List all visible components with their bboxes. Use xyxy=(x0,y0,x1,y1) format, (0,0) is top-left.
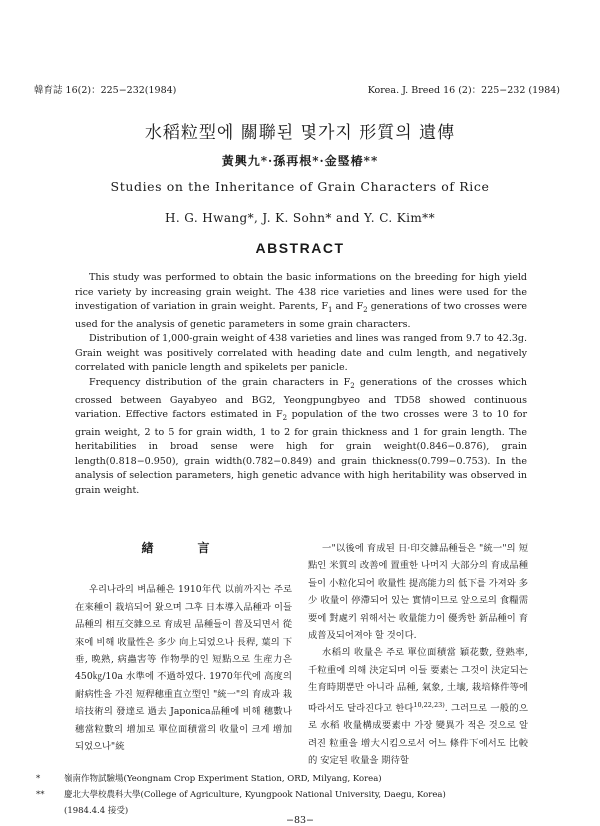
abstract-paragraph-2: Distribution of 1,000-grain weight of 438 varieties and lines was ranged from 9.7 to 42.3g. Grain weight was positively correlated with heading date and culm length, and negatively correlated with panicle length and spikelets per panicle. xyxy=(75,333,527,374)
abstract-paragraph-3: Frequency distribution of the grain characters in $F_2$ generations of the crosses which crossed between Gayabyeo and BG2, Yeongpungbyeo and TD58 showed continuous variation. Effective factors estimated in $F_2$ population of the two crosses were 3 to 10 for grain weight, 2 to 5 for grain width, 1 to 2 for grain thickness and 1 for grain length. The heritabilities in broad sense were high for grain weight(0.846−0.876), grain length(0.818−0.950), grain width(0.782−0.849) and grain thickness(0.799−0.753). In the analysis of selection parameters, high genetic advance with high heritability was observed in grain weight. xyxy=(75,377,528,496)
introduction-heading: 緖 言 xyxy=(141,541,226,555)
title-korean: 水稻粒型에 關聯된 몇가지 形質의 遺傳 xyxy=(144,123,456,143)
received-date: (1984.4.4 接受) xyxy=(64,806,129,816)
authors-korean: 黃興九*·孫再根*·金𤦼椿** xyxy=(221,154,379,168)
intro-paragraph-2: 一"以後에 育成된 日·印交雜品種들은 "統一"의 短點인 米質의 改善에 置重한 나머지 大部分의 育成品種들이 小粒化되어 收量性 提高能力의 低下를 가져와 多少 收量이 停滯되어 있는 實情이므로 앞으로의 食糧需要에 對處키 위해서는 收量能力이 優秀한 新品種이 育成普及되어져야 할 것이다. xyxy=(308,543,528,642)
title-english: Studies on the Inheritance of Grain Characters of Rice xyxy=(110,179,490,194)
abstract-heading: ABSTRACT xyxy=(255,240,345,256)
abstract-body xyxy=(75,271,527,499)
footnote-2: ** 慶北大學校農科大學(College of Agriculture, Kyungpook National University, Daegu, Korea) xyxy=(36,790,446,800)
abstract-paragraph-1: This study was performed to obtain the basic informations on the breeding for high yield rice variety by increasing grain weight. The 438 rice varieties and lines were used for the investigation of variation in grain weight. Parents, $F_1$ and $F_2$ generations of two crosses were used for the analysis of genetic parameters in some grain characters. xyxy=(75,272,528,330)
intro-left-column xyxy=(75,540,292,755)
authors-english: H. G. Hwang*, J. K. Sohn* and Y. C. Kim** xyxy=(165,211,435,225)
intro-paragraph-1: 우리나라의 벼品種은 1910年代 以前까지는 주로 在來種이 栽培되어 왔으며 그후 日本導入品種과 이들 品種의 相互交雜으로 育成된 品種들이 普及되면서 從來에 비해 收量性은 多少 向上되었으나 長稈, 葉의 下垂, 晩熟, 病蟲害等 作物學的인 短點으로 生産力은 450㎏/10a 水準에 不過하였다. 1970年代에 高度의 耐病性을 가진 短稈穗重直立型인 "統一"의 育成과 栽培技術의 發達로 過去 Japonica品種에 비해 穗數나 穗當粒數의 增加로 單位面積當의 收量이 크게 增加되었으나"統 xyxy=(75,584,292,753)
intro-paragraph-3: 水稻의 收量은 주로 單位面積當 穎花數, 登熟率, 千粒重에 의해 決定되며 이들 要素는 그것이 決定되는 生育時期뿐만 아니라 品種, 氣象, 土壤, 栽培條件等에 따라서도 달라진다고 한다$^{10,22,23)}$. 그러므로 一般的으로 水稻 收量構成要素中 가장 變異가 적은 것으로 알려진 粒重을 增大시킴으로서 어느 條件下에서도 比較的 安定된 收量을 期待할 xyxy=(308,647,528,766)
intro-right-column xyxy=(308,540,528,769)
page-number: −83− xyxy=(285,815,314,826)
footnotes xyxy=(36,771,576,819)
footnote-1: * 嶺南作物試驗場(Yeongnam Crop Experiment Station, ORD, Milyang, Korea) xyxy=(36,774,382,784)
journal-header-korean: 韓育誌 16(2)：225−232(1984) xyxy=(34,85,177,96)
journal-header-english: Korea. J. Breed 16 (2)：225−232 (1984) xyxy=(367,85,560,96)
